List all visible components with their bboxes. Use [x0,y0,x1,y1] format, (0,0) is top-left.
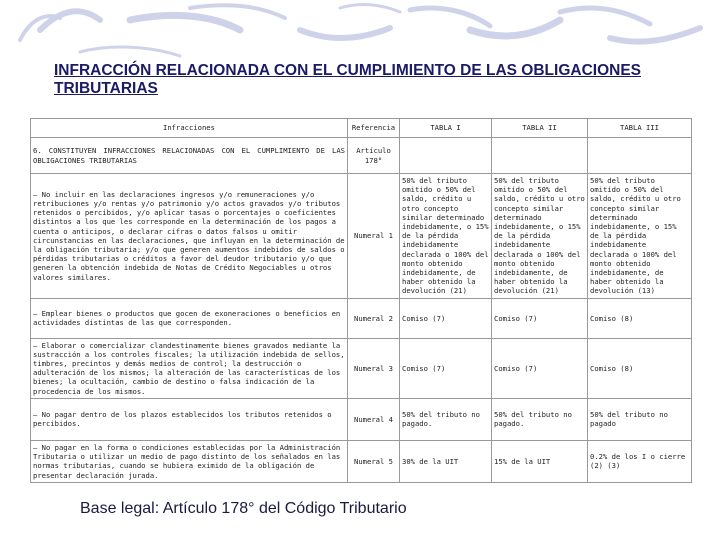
section-row [31,138,692,174]
infraccion-cell: – No incluir en las declaraciones ingresos y/o remuneraciones y/o retribuciones y/o rentas y/o patrimonio y/o actos gravados y/o tributos retenidos o percibidos, y/o aplicar tasas o porcentajes o coeficientes distintos a los que les corresponde en la determinación de los pagos a cuenta o anticipos, o declarar cifras o datos falsos u omitir circunstancias en las declaraciones, que influyan en la determinación de la obligación tributaria; y/o que generen aumentos indebidos de saldos o pérdidas tributarias o créditos a favor del deudor tributario y/o que generen la obtención indebida de Notas de Crédito Negociables u otros valores similares. [31,174,348,299]
header-tabla-2: TABLA II [492,119,588,138]
tabla2-cell: 15% de la UIT [492,440,588,482]
table-header-row [31,119,692,138]
legal-basis-footer: Base legal: Artículo 178° del Código Tributario [80,500,407,517]
referencia-cell: Numeral 1 [348,174,400,299]
infractions-table [30,118,692,483]
table-row [31,338,692,398]
tabla2-cell: Comiso (7) [492,298,588,338]
section-empty-1 [400,138,492,174]
section-empty-3 [588,138,692,174]
page-title: INFRACCIÓN RELACIONADA CON EL CUMPLIMIENTO DE LAS OBLIGACIONES TRIBUTARIAS [54,62,642,97]
referencia-cell: Numeral 5 [348,440,400,482]
table-row [31,298,692,338]
tabla1-cell: 30% de la UIT [400,440,492,482]
referencia-cell: Numeral 4 [348,398,400,440]
tabla3-cell: 0.2% de los I o cierre (2) (3) [588,440,692,482]
header-tabla-1: TABLA I [400,119,492,138]
table-row [31,398,692,440]
infraccion-cell: – No pagar en la forma o condiciones establecidas por la Administración Tributaria o utilizar un medio de pago distinto de los señalados en las normas tributarias, cuando se hubiera eximido de la obligación de presentar declaración jurada. [31,440,348,482]
tabla2-cell: Comiso (7) [492,338,588,398]
infraccion-cell: – Emplear bienes o productos que gocen de exoneraciones o beneficios en actividades distintas de las que corresponden. [31,298,348,338]
tabla2-cell: 50% del tributo omitido o 50% del saldo, crédito u otro concepto similar determinado indebidamente, o 15% de la pérdida indebidamente declarada o 100% del monto obtenido indebidamente, de haber obtenido la devolución (21) [492,174,588,299]
tabla3-cell: 50% del tributo no pagado [588,398,692,440]
tabla1-cell: 50% del tributo no pagado. [400,398,492,440]
referencia-cell: Numeral 3 [348,338,400,398]
header-referencia: Referencia [348,119,400,138]
tabla1-cell: 50% del tributo omitido o 50% del saldo, crédito u otro concepto similar determinado indebidamente, o 15% de la pérdida indebidamente declarada o 100% del monto obtenido indebidamente, de haber obtenido la devolución (21) [400,174,492,299]
tabla1-cell: Comiso (7) [400,338,492,398]
section-empty-2 [492,138,588,174]
tabla3-cell: Comiso (8) [588,338,692,398]
table-row [31,174,692,299]
header-tabla-3: TABLA III [588,119,692,138]
header-infracciones: Infracciones [31,119,348,138]
infraccion-cell: – Elaborar o comercializar clandestinamente bienes gravados mediante la sustracción a los controles fiscales; la utilización indebida de sellos, timbres, precintos y demás medios de control; la destrucción o adulteración de los mismos; la alteración de las características de los bienes; la ocultación, cambio de destino o falsa indicación de la procedencia de los mismos. [31,338,348,398]
section-label: 6. CONSTITUYEN INFRACCIONES RELACIONADAS CON EL CUMPLIMIENTO DE LAS OBLIGACIONES TRIBUTARIAS [31,138,348,174]
tabla2-cell: 50% del tributo no pagado. [492,398,588,440]
tabla3-cell: Comiso (8) [588,298,692,338]
referencia-cell: Numeral 2 [348,298,400,338]
infraccion-cell: – No pagar dentro de los plazos establecidos los tributos retenidos o percibidos. [31,398,348,440]
decorative-brush-strokes [0,0,720,70]
tabla3-cell: 50% del tributo omitido o 50% del saldo, crédito u otro concepto similar determinado indebidamente, o 15% de la pérdida indebidamente declarada o 100% del monto obtenido indebidamente, de haber obtenido la devolución (13) [588,174,692,299]
tabla1-cell: Comiso (7) [400,298,492,338]
section-ref: Artículo 178° [348,138,400,174]
table-row [31,440,692,482]
